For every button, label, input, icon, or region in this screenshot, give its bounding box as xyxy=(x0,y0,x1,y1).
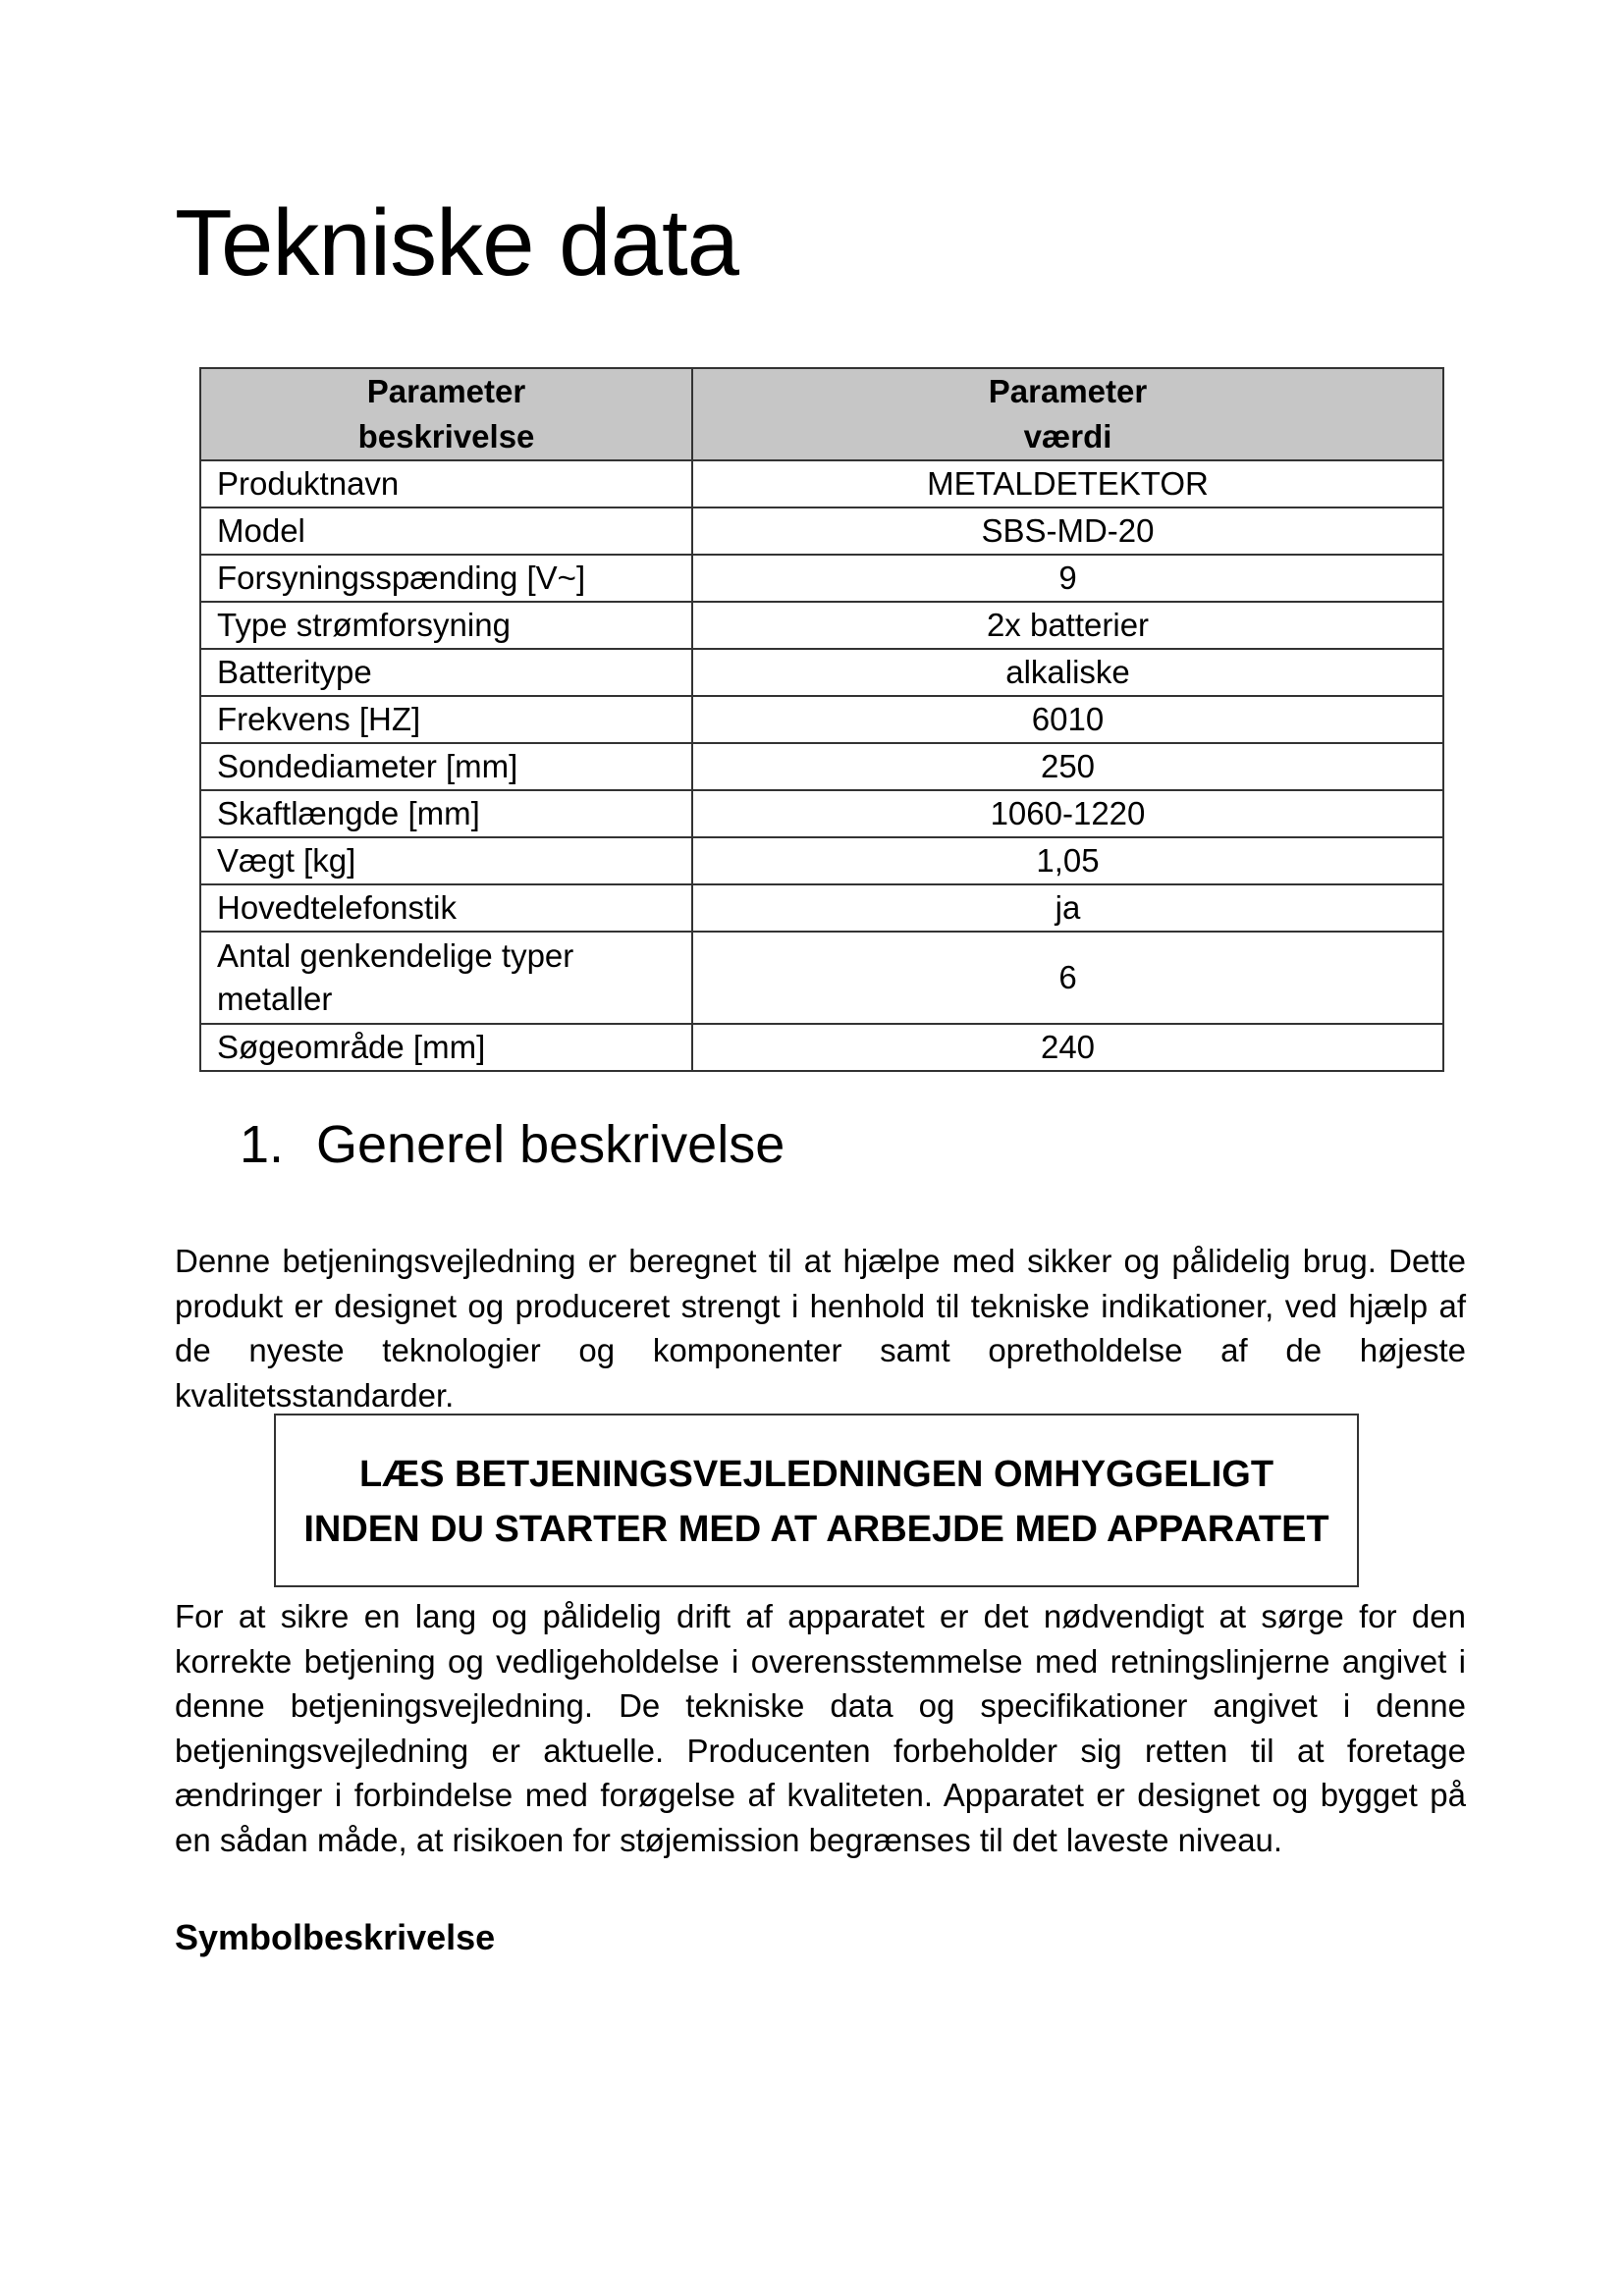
param-value: 6010 xyxy=(692,696,1443,743)
header-parameter-description xyxy=(200,368,692,460)
table-header-row xyxy=(200,368,1443,460)
param-name: Hovedtelefonstik xyxy=(200,884,692,932)
param-value: ja xyxy=(692,884,1443,932)
param-name: Søgeområde [mm] xyxy=(200,1024,692,1071)
maintenance-paragraph: For at sikre en lang og pålidelig drift af apparatet er det nødvendigt at sørge for den korrekte betjening og vedligeholdelse i overensstemmelse med retningslinjerne angivet i denne betjeningsvejledning. De tekniske data og specifikationer angivet i denne betjeningsvejledning er aktuelle. Producenten forbeholder sig retten til at foretage ændringer i forbindelse med forøgelse af kvaliteten. Apparatet er designet og bygget på en sådan måde, at risikoen for støjemission begrænses til det laveste niveau. xyxy=(175,1598,1466,1858)
param-value: METALDETEKTOR xyxy=(692,460,1443,507)
table-row xyxy=(200,555,1443,602)
notice-line-2: INDEN DU STARTER MED AT ARBEJDE MED APPARATET xyxy=(303,1509,1329,1550)
table-row xyxy=(200,884,1443,932)
param-name: Vægt [kg] xyxy=(200,837,692,884)
table-row xyxy=(200,649,1443,696)
intro-paragraph: Denne betjeningsvejledning er beregnet til at hjælpe med sikker og pålidelig brug. Dette produkt er designet og produceret strengt i henhold til tekniske indikationer, ved hjælp af de nyeste teknologier og komponenter samt opretholdelse af de højeste kvalitetsstandarder. xyxy=(175,1243,1466,1414)
param-name: Produktnavn xyxy=(200,460,692,507)
warning-notice-box xyxy=(274,1414,1359,1587)
table-row xyxy=(200,743,1443,790)
param-value: 240 xyxy=(692,1024,1443,1071)
header-col2-line1: Parameter xyxy=(988,373,1148,409)
param-value: alkaliske xyxy=(692,649,1443,696)
param-value: 9 xyxy=(692,555,1443,602)
table-row xyxy=(200,837,1443,884)
param-value: SBS-MD-20 xyxy=(692,507,1443,555)
table-row xyxy=(200,696,1443,743)
param-name: Forsyningsspænding [V~] xyxy=(200,555,692,602)
param-name: Antal genkendelige typer metaller xyxy=(200,932,692,1024)
notice-line-1: LÆS BETJENINGSVEJLEDNINGEN OMHYGGELIGT xyxy=(358,1454,1274,1495)
param-value: 250 xyxy=(692,743,1443,790)
param-name: Type strømforsyning xyxy=(200,602,692,649)
header-col1-line1: Parameter xyxy=(366,373,526,409)
table-row xyxy=(200,790,1443,837)
param-name: Skaftlængde [mm] xyxy=(200,790,692,837)
section-title: Generel beskrivelse xyxy=(316,1115,785,1174)
table-row xyxy=(200,602,1443,649)
param-value: 2x batterier xyxy=(692,602,1443,649)
param-name: Sondediameter [mm] xyxy=(200,743,692,790)
technical-data-table xyxy=(199,367,1444,1072)
param-name: Batteritype xyxy=(200,649,692,696)
section-number: 1. xyxy=(240,1115,285,1174)
param-value: 1,05 xyxy=(692,837,1443,884)
param-value: 6 xyxy=(692,932,1443,1024)
symbol-description-heading: Symbolbeskrivelse xyxy=(175,1917,496,1957)
section-heading xyxy=(240,1113,785,1177)
param-name: Frekvens [HZ] xyxy=(200,696,692,743)
table-row xyxy=(200,507,1443,555)
header-col2-line2: værdi xyxy=(1023,418,1112,454)
table-row xyxy=(200,932,1443,1024)
table-row xyxy=(200,1024,1443,1071)
page-title: Tekniske data xyxy=(175,190,739,295)
header-parameter-value xyxy=(692,368,1443,460)
table-row xyxy=(200,460,1443,507)
param-value: 1060-1220 xyxy=(692,790,1443,837)
param-name: Model xyxy=(200,507,692,555)
header-col1-line2: beskrivelse xyxy=(357,418,535,454)
